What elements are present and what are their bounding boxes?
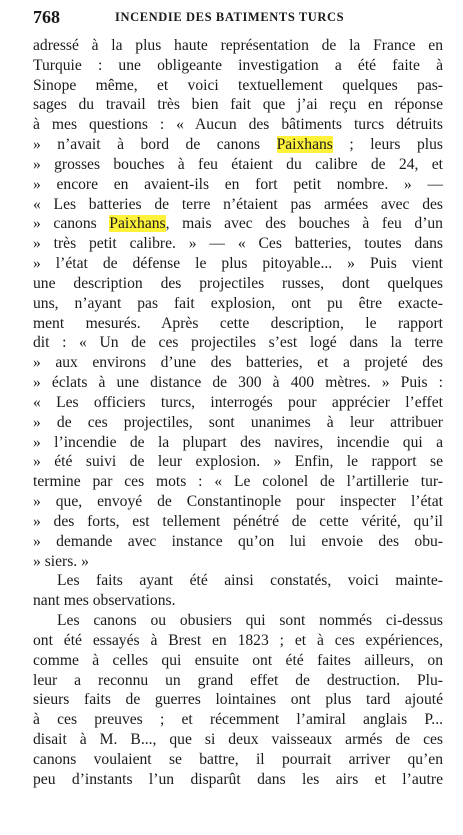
text-segment: » l’incendie de la plupart des navires, incendie qui a — [33, 433, 443, 451]
text-segment: , mais avec des bouches à feu d’un — [165, 215, 443, 233]
text-line — [33, 393, 443, 413]
text-segment: » que, envoyé de Constantinople pour inspecter l’état — [33, 493, 443, 511]
text-line — [33, 671, 443, 691]
text-segment: « Les officiers turcs, interrogés pour apprécier l’effet — [33, 393, 443, 411]
highlighted-term: Paixhans — [276, 136, 333, 154]
text-line — [33, 512, 443, 532]
text-line — [33, 95, 443, 115]
page-number: 768 — [33, 7, 60, 27]
text-line — [33, 115, 443, 135]
text-segment: » encore en avaient-ils en fort petit nombre. » — — [33, 175, 443, 193]
text-line — [33, 234, 443, 254]
text-segment: disait à M. B..., que si deux vaisseaux armés de ces — [33, 730, 443, 748]
text-segment: termine par ces mots : « Le colonel de l’artillerie tur- — [33, 473, 443, 491]
text-segment: » grosses bouches à feu étaient du calibre de 24, et — [33, 155, 443, 173]
text-segment: » demande avec instance qu’on lui envoie des obu- — [33, 532, 443, 550]
text-segment: adressé à la plus haute représentation de la France en — [33, 37, 443, 54]
text-segment: Sinope même, et voici textuellement quelques pas- — [33, 76, 443, 94]
text-line — [33, 294, 443, 314]
text-segment: » n’avait à bord de canons — [33, 136, 277, 154]
text-line — [33, 730, 443, 750]
text-line — [33, 452, 443, 472]
text-line — [33, 591, 443, 611]
text-segment: à ces preuves ; et récemment l’amiral anglais P... — [33, 711, 443, 729]
text-segment: dit : « Un de ces projectiles s’est logé dans la terre — [33, 334, 443, 352]
text-segment: une description des projectiles russes, dont quelques — [33, 274, 443, 292]
text-segment: à mes questions : « Aucun des bâtiments turcs détruits — [33, 116, 443, 134]
text-segment: ; leurs plus — [332, 136, 443, 154]
text-line — [33, 56, 443, 76]
text-line — [33, 611, 443, 631]
text-segment: uns, n’ayant pas fait explosion, ont pu être exacte- — [33, 294, 443, 312]
text-line — [33, 651, 443, 671]
text-line — [33, 333, 443, 353]
text-line — [33, 155, 443, 175]
text-segment: » siers. » — [33, 552, 89, 570]
text-line — [33, 552, 443, 572]
text-segment: » éclats à une distance de 300 à 400 mètres. » Puis : — [33, 374, 443, 392]
text-segment: ment mesurés. Après cette description, le rapport — [33, 314, 443, 332]
highlighted-term: Paixhans — [109, 215, 166, 233]
text-line — [33, 472, 443, 492]
text-segment: nant mes observations. — [33, 592, 176, 610]
text-segment: » canons — [33, 215, 110, 233]
text-line — [33, 710, 443, 730]
text-segment: Turquie : une obligeante investigation a été faite à — [33, 56, 443, 74]
text-line — [33, 373, 443, 393]
text-line — [33, 353, 443, 373]
text-segment: ont été essayés à Brest en 1823 ; et à ces expériences, — [33, 631, 443, 649]
text-segment: » aux environs d’une des batteries, et a projeté des — [33, 354, 443, 372]
text-line — [33, 413, 443, 433]
text-line — [33, 770, 443, 790]
text-line — [33, 571, 443, 591]
text-segment: sages du travail très bien fait que j’ai reçu en réponse — [33, 96, 443, 114]
text-line — [33, 274, 443, 294]
text-line — [33, 195, 443, 215]
text-segment: Les faits ayant été ainsi constatés, voici mainte- — [57, 572, 443, 590]
text-line — [33, 175, 443, 195]
page-header — [33, 6, 443, 28]
running-head: INCENDIE DES BATIMENTS TURCS — [115, 10, 345, 24]
text-segment: sieurs faits de guerres lointaines ont plus tard ajouté — [33, 691, 443, 709]
text-line — [33, 254, 443, 274]
text-line — [33, 214, 443, 234]
text-segment: » des forts, est tellement pénétré de cette vérité, qu’il — [33, 512, 443, 530]
text-line — [33, 36, 443, 56]
text-line — [33, 690, 443, 710]
body-text — [33, 36, 443, 789]
text-line — [33, 135, 443, 155]
text-line — [33, 750, 443, 770]
text-segment: « Les batteries de terre n’étaient pas armées avec des — [33, 195, 443, 213]
text-segment: peu d’instants l’un disparût dans les airs et l’autre — [33, 770, 443, 788]
text-segment: » très petit calibre. » — « Ces batteries, toutes dans — [33, 235, 443, 253]
text-segment: » été suivi de leur explosion. » Enfin, le rapport se — [33, 453, 443, 471]
text-segment: » l’état de défense le plus pitoyable... » Puis vient — [33, 255, 443, 273]
text-line — [33, 492, 443, 512]
text-line — [33, 532, 443, 552]
text-line — [33, 433, 443, 453]
text-line — [33, 314, 443, 334]
text-segment: comme à celles qui ensuite ont été faites ailleurs, on — [33, 651, 443, 669]
text-segment: » de ces projectiles, sont unanimes à leur attribuer — [33, 413, 443, 431]
text-line — [33, 76, 443, 96]
text-segment: Les canons ou obusiers qui sont nommés ci-dessus — [57, 612, 443, 630]
text-segment: canons voulaient se battre, il pourrait arriver qu’en — [33, 750, 443, 768]
text-segment: leur a reconnu un grand effet de destruction. Plu- — [33, 671, 443, 689]
text-line — [33, 631, 443, 651]
